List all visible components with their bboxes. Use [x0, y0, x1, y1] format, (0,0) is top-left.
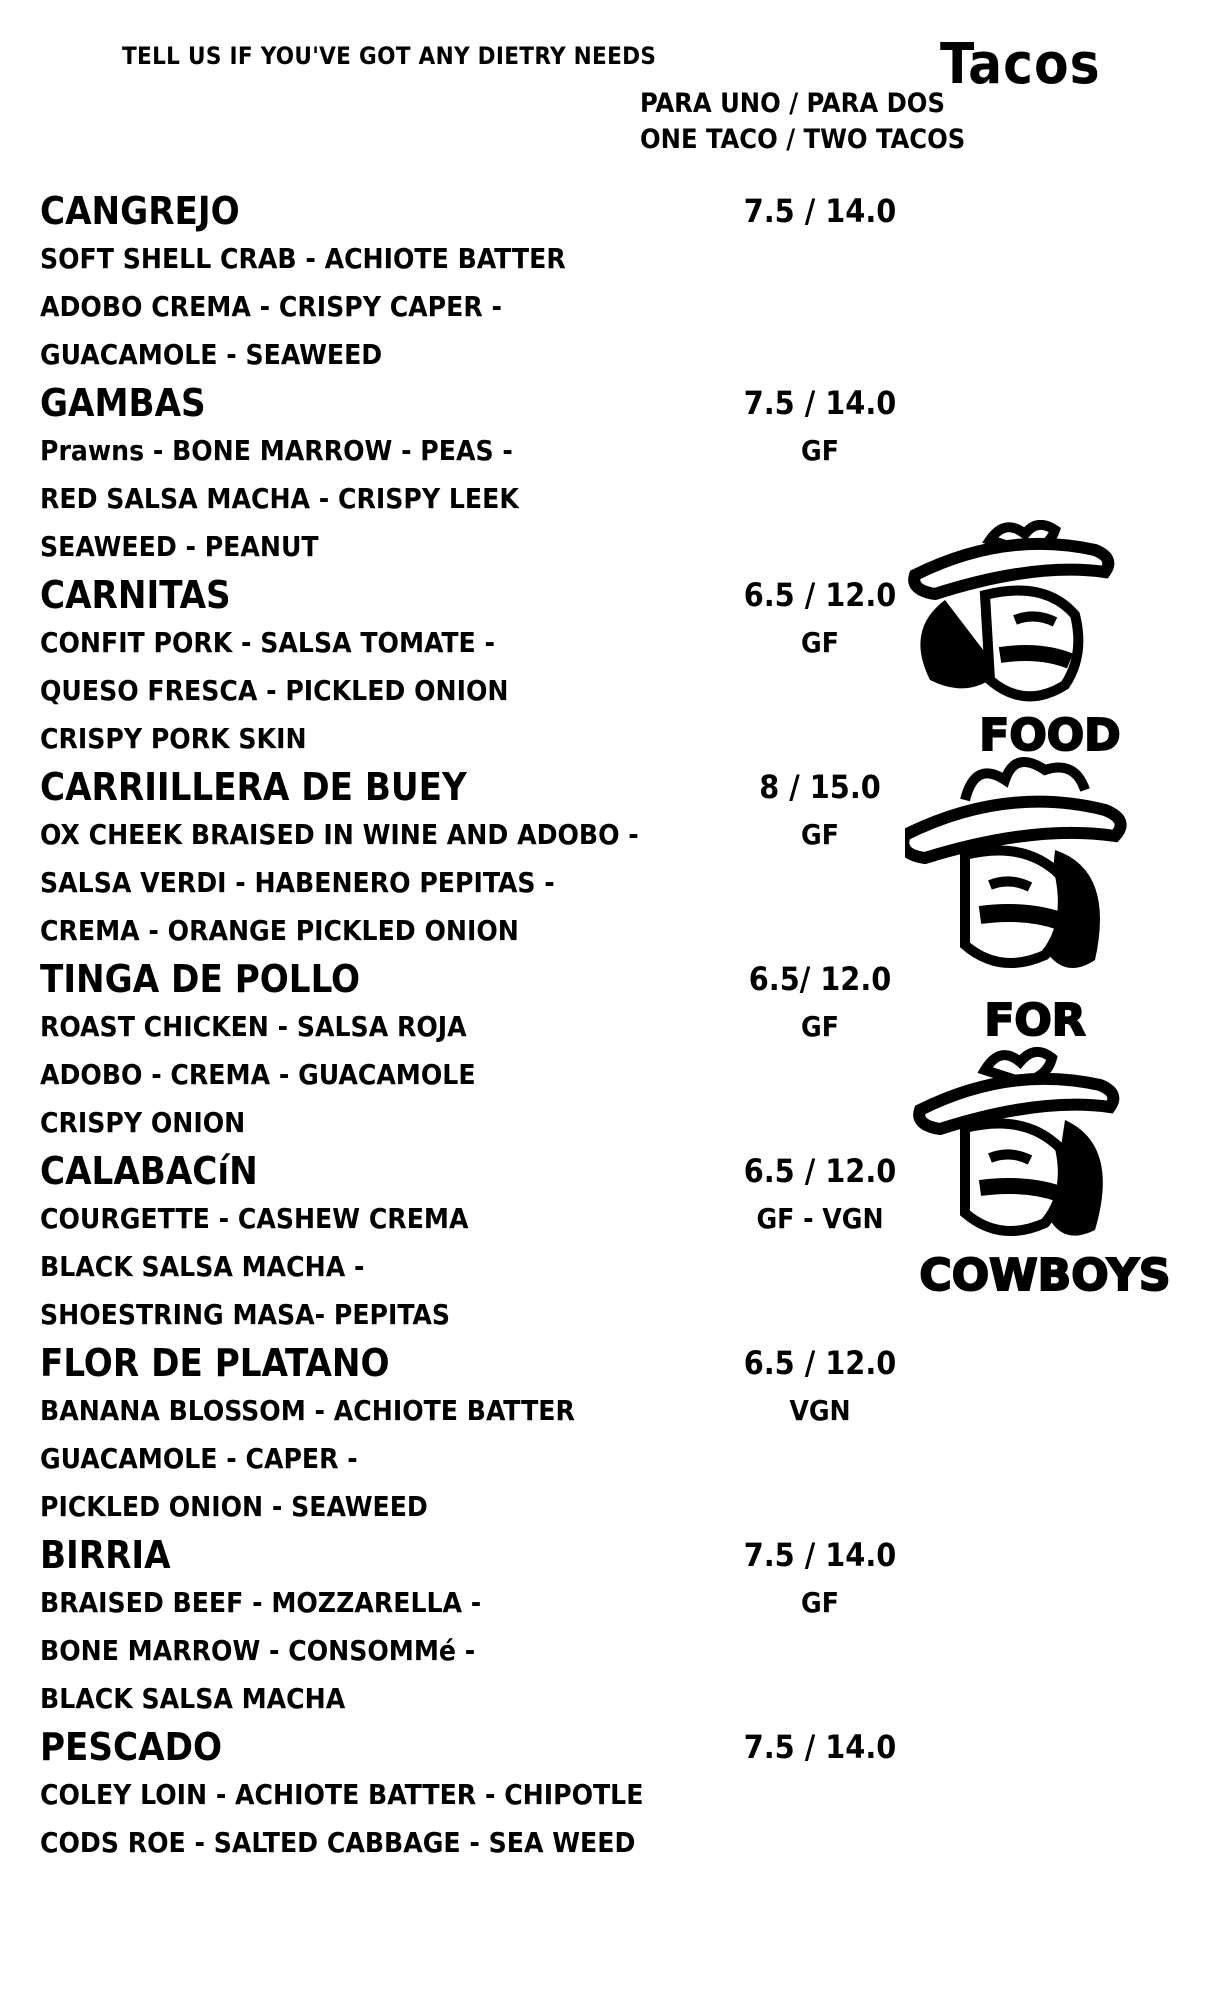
menu-item [40, 379, 910, 571]
logo-word-food: FOOD [979, 710, 1121, 761]
menu-item-description: BONE MARROW - CONSOMMé - [40, 1634, 476, 1667]
menu-item-description: COLEY LOIN - ACHIOTE BATTER - CHIPOTLE [40, 1778, 644, 1811]
menu-item-header-row [40, 763, 910, 811]
price-header-english: ONE TACO / TWO TACOS [640, 124, 966, 155]
menu-item-description: CREMA - ORANGE PICKLED ONION [40, 914, 519, 947]
menu-item-description: PICKLED ONION - SEAWEED [40, 1490, 428, 1523]
cowboy-head-icon [905, 762, 1121, 1046]
menu-item [40, 1723, 910, 1867]
menu-item [40, 1147, 910, 1339]
menu-item-description: CRISPY ONION [40, 1106, 246, 1139]
menu-item-description-row [40, 1003, 910, 1051]
logo-word-cowboys: COWBOYS [919, 1250, 1171, 1301]
menu-item-description-row [40, 283, 910, 331]
menu-item-description: ADOBO - CREMA - GUACAMOLE [40, 1058, 476, 1091]
menu-item-description: BLACK SALSA MACHA [40, 1682, 346, 1715]
menu-item-description: CRISPY PORK SKIN [40, 722, 307, 755]
menu-item [40, 1531, 910, 1723]
menu-item-name: TINGA DE POLLO [40, 957, 361, 1001]
menu-item-name: CANGREJO [40, 189, 240, 233]
dietary-tag: GF [801, 626, 839, 659]
menu-item-description: RED SALSA MACHA - CRISPY LEEK [40, 482, 519, 515]
menu-item-description: QUESO FRESCA - PICKLED ONION [40, 674, 509, 707]
menu-item-description-row [40, 907, 910, 955]
menu-item-name: BIRRIA [40, 1533, 171, 1577]
menu-item-name: GAMBAS [40, 381, 206, 425]
menu-item-description: BRAISED BEEF - MOZZARELLA - [40, 1586, 482, 1619]
menu-item-description-row [40, 859, 910, 907]
menu-item-description-row [40, 1051, 910, 1099]
menu-item-header-row [40, 1339, 910, 1387]
menu-item-description-row [40, 475, 910, 523]
menu-item-price: 6.5 / 12.0 [743, 576, 897, 614]
menu-item-description: SALSA VERDI - HABENERO PEPITAS - [40, 866, 555, 899]
menu-item-description-row [40, 1291, 910, 1339]
page-title: Tacos [940, 32, 1101, 97]
dietary-tag: VGN [789, 1394, 851, 1427]
menu-item-description: BLACK SALSA MACHA - [40, 1250, 365, 1283]
menu-item-description-row [40, 1195, 910, 1243]
menu-item-description-row [40, 1483, 910, 1531]
menu-item-description-row [40, 1627, 910, 1675]
menu-item-description-row [40, 1819, 910, 1867]
menu-item-description: OX CHEEK BRAISED IN WINE AND ADOBO - [40, 818, 639, 851]
menu-item-description: SHOESTRING MASA- PEPITAS [40, 1298, 451, 1331]
menu-item-name: CALABACíN [40, 1149, 258, 1193]
menu-item-description-row [40, 523, 910, 571]
menu-item-name: FLOR DE PLATANO [40, 1341, 390, 1385]
menu-item-description-row [40, 427, 910, 475]
menu-item-description-row [40, 1579, 910, 1627]
menu-item-description-row [40, 1099, 910, 1147]
menu-item-description-row [40, 1243, 910, 1291]
menu-item-price: 7.5 / 14.0 [743, 384, 897, 422]
menu-item-description-row [40, 1435, 910, 1483]
menu-item-price: 8 / 15.0 [759, 768, 881, 806]
taco-menu-list [40, 187, 910, 1867]
menu-item-description: SOFT SHELL CRAB - ACHIOTE BATTER [40, 242, 566, 275]
menu-item-description: GUACAMOLE - CAPER - [40, 1442, 358, 1475]
menu-item-description: COURGETTE - CASHEW CREMA [40, 1202, 469, 1235]
menu-item-header-row [40, 1723, 910, 1771]
cowboy-head-icon [914, 525, 1121, 761]
menu-item-description-row [40, 1771, 910, 1819]
menu-item-description-row [40, 811, 910, 859]
menu-item-price: 7.5 / 14.0 [743, 1536, 897, 1574]
menu-item-description-row [40, 715, 910, 763]
price-header-spanish: PARA UNO / PARA DOS [640, 88, 945, 119]
menu-item-price: 6.5/ 12.0 [748, 960, 892, 998]
cowboy-head-icon [919, 1052, 1170, 1301]
menu-item-description: GUACAMOLE - SEAWEED [40, 338, 383, 371]
price-column-header [640, 86, 966, 158]
menu-item-price: 6.5 / 12.0 [743, 1152, 897, 1190]
menu-item-name: CARRIILLERA DE BUEY [40, 765, 467, 809]
menu-item-name: PESCADO [40, 1725, 223, 1769]
menu-item-header-row [40, 379, 910, 427]
menu-item-price: 6.5 / 12.0 [743, 1344, 897, 1382]
menu-item-price: 7.5 / 14.0 [743, 1728, 897, 1766]
menu-item-description: ADOBO CREMA - CRISPY CAPER - [40, 290, 502, 323]
menu-item [40, 763, 910, 955]
dietary-tag: GF - VGN [756, 1202, 884, 1235]
menu-item-description: Prawns - BONE MARROW - PEAS - [40, 434, 513, 467]
menu-item-description-row [40, 331, 910, 379]
dietary-tag: GF [801, 1586, 839, 1619]
menu-item-name: CARNITAS [40, 573, 231, 617]
menu-item-header-row [40, 1531, 910, 1579]
menu-item-description: SEAWEED - PEANUT [40, 530, 319, 563]
menu-item [40, 187, 910, 379]
menu-item-description: CODS ROE - SALTED CABBAGE - SEA WEED [40, 1826, 636, 1859]
menu-item-header-row [40, 955, 910, 1003]
menu-item-description-row [40, 619, 910, 667]
menu-item [40, 571, 910, 763]
menu-item-description-row [40, 1675, 910, 1723]
menu-item [40, 955, 910, 1147]
dietary-notice: TELL US IF YOU'VE GOT ANY DIETRY NEEDS [122, 42, 657, 70]
menu-item-description: CONFIT PORK - SALSA TOMATE - [40, 626, 495, 659]
menu-item-header-row [40, 1147, 910, 1195]
menu-item-header-row [40, 187, 910, 235]
menu-item-description: BANANA BLOSSOM - ACHIOTE BATTER [40, 1394, 575, 1427]
menu-item-description: ROAST CHICKEN - SALSA ROJA [40, 1010, 467, 1043]
menu-item [40, 1339, 910, 1531]
dietary-tag: GF [801, 1010, 839, 1043]
dietary-tag: GF [801, 434, 839, 467]
menu-item-description-row [40, 667, 910, 715]
dietary-tag: GF [801, 818, 839, 851]
menu-item-description-row [40, 1387, 910, 1435]
menu-item-description-row [40, 235, 910, 283]
menu-item-price: 7.5 / 14.0 [743, 192, 897, 230]
food-for-cowboys-logo [905, 520, 1195, 1360]
menu-item-header-row [40, 571, 910, 619]
logo-word-for: FOR [984, 995, 1086, 1046]
